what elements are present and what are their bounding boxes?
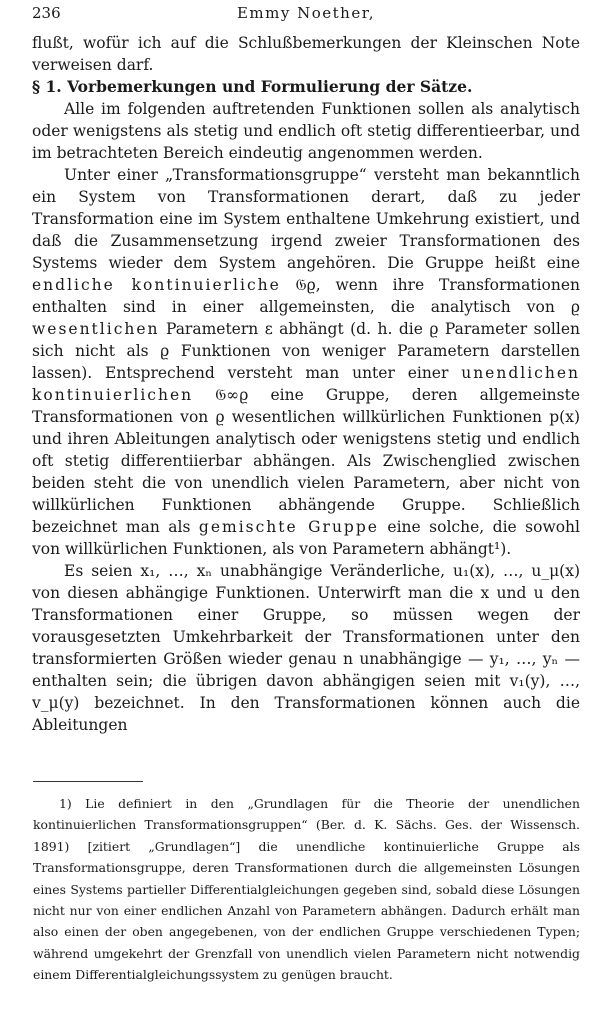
emphasis-wesentlichen: wesentlichen	[32, 320, 160, 338]
emphasis-gemischte-gruppe: gemischte Gruppe	[198, 518, 379, 536]
text-run: eine solche, die sowohl von willkürlichen Funktionen, als von Parametern abhängt¹).	[32, 518, 580, 558]
paragraph-variables: Es seien x₁, …, xₙ unabhängige Veränderliche, u₁(x), …, u_μ(x) von diesen abhängige Funktionen. Unterwirft man die x und u den Transformationen einer Gruppe, so müssen wegen der vorausgesetzten Umkehrbarkeit der Transformationen unter den transformierten Größen wieder genau n unabhängige — y₁, …, yₙ — enthalten sein; die übrigen davon abhängigen seien mit v₁(y), …, v_μ(y) bezeichnet. In den Transformationen können auch die Ableitungen	[32, 562, 580, 734]
footnote	[33, 793, 580, 986]
footnote-rule	[33, 781, 143, 782]
paragraph-functions: Alle im folgenden auftretenden Funktionen sollen als analytisch oder wenigstens als stetig und endlich oft stetig differentieerbar, und im betrachteten Bereich eindeutig angenommen werden.	[32, 100, 580, 162]
emphasis-endliche-kontinuierliche: endliche kontinuierliche	[32, 276, 281, 294]
section-title: § 1. Vorbemerkungen und Formulierung der Sätze.	[32, 77, 473, 96]
paragraph-continued: flußt, wofür ich auf die Schlußbemerkungen der Kleinschen Note verweisen darf.	[32, 34, 580, 74]
text-run: 𝔊∞ϱ eine Gruppe, deren allgemeinste Transformationen von ϱ wesentlichen willkürlichen Funktionen p(x) und ihren Ableitungen analytisch oder wenigstens stetig und endlich oft stetig differentiierbar abhängen. Als Zwischenglied zwischen beiden steht die von unendlich vielen Parametern, aber nicht von willkürlichen Funktionen abhängende Gruppe. Schließlich bezeichnet man als	[32, 386, 580, 536]
text-run: 𝔊ϱ, wenn ihre Transformationen enthalten sind in einer allgemeinsten, die analytisch von ϱ	[32, 276, 581, 316]
footnote-text: 1) Lie definiert in den „Grundlagen für die Theorie der unendlichen kontinuierlichen Transformationsgruppen“ (Ber. d. K. Sächs. Ges. der Wissensch. 1891) [zitiert „Grundlagen“] die unendliche kontinuierliche Gruppe als Transformationsgruppe, deren Transformationen durch die allgemeinsten Lösungen eines Systems partieller Differentialgleichungen gegeben sind, sobald diese Lösungen nicht nur von einer endlichen Anzahl von Parametern abhängen. Dadurch erhält man also einen der oben angegebenen, von der endlichen Gruppe verschiedenen Typen; während umgekehrt der Grenzfall von unendlich vielen Parametern nicht notwendig einem Differentialgleichungssystem zu genügen braucht.	[33, 796, 580, 983]
page-number: 236	[32, 4, 61, 22]
emphasis-unendlichen-kontinuierlichen: unendlichen kontinuierlichen	[32, 364, 580, 404]
paragraph-transformation-group	[32, 164, 580, 560]
running-header	[32, 4, 580, 24]
text-run: Parametern ε abhängt (d. h. die ϱ Parameter sollen sich nicht als ϱ Funktionen von weniger Parametern darstellen lassen). Entsprechend versteht man unter einer	[32, 320, 580, 382]
author-name: Emmy Noether,	[236, 4, 376, 22]
text-run: Unter einer „Transformationsgruppe“ versteht man bekanntlich ein System von Transformationen derart, daß zu jeder Transformation eine im System enthaltene Umkehrung existiert, und daß die Zusammensetzung irgend zweier Transformationen des Systems wieder dem System angehören. Die Gruppe heißt eine	[32, 166, 580, 272]
main-text	[32, 32, 580, 736]
